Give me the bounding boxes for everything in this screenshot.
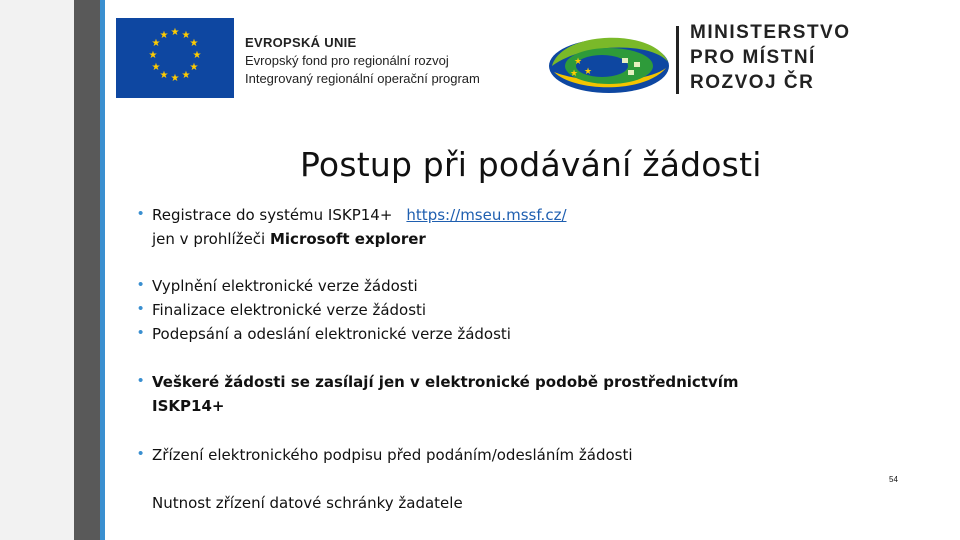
svg-text:★: ★ <box>181 30 191 41</box>
bullet-icon: • <box>138 372 144 389</box>
mmr-line-2: PRO MÍSTNÍ <box>690 47 816 68</box>
eu-line-1: EVROPSKÁ UNIE <box>245 35 357 50</box>
eu-line-3: Integrovaný regionální operační program <box>245 71 480 86</box>
browser-note-bold: Microsoft explorer <box>269 230 426 248</box>
page-number: 54 <box>889 475 898 484</box>
mmr-line-1: MINISTERSTVO <box>690 22 851 43</box>
svg-text:★: ★ <box>151 62 161 73</box>
list-item-sign-send: Podepsání a odeslání elektronické verze žádosti <box>152 325 511 343</box>
list-item-electronic-only-cont: ISKP14+ <box>152 397 225 415</box>
slide-title: Postup při podávání žádosti <box>300 145 762 184</box>
bullet-icon: • <box>138 205 144 222</box>
svg-text:★: ★ <box>170 73 180 84</box>
svg-text:★: ★ <box>189 62 199 73</box>
list-item-databox: Nutnost zřízení datové schránky žadatele <box>152 494 463 512</box>
svg-text:★: ★ <box>574 57 583 67</box>
registration-text: Registrace do systému ISKP14+ <box>152 206 393 224</box>
list-item-registration <box>152 206 567 224</box>
list-item-fill: Vyplnění elektronické verze žádosti <box>152 277 418 295</box>
svg-text:★: ★ <box>151 38 161 49</box>
svg-text:★: ★ <box>159 30 169 41</box>
bullet-icon: • <box>138 324 144 341</box>
eu-flag-logo <box>116 18 234 98</box>
list-item-browser-note <box>152 230 426 248</box>
svg-text:★: ★ <box>192 50 202 61</box>
bullet-icon: • <box>138 300 144 317</box>
svg-text:★: ★ <box>570 69 579 79</box>
svg-text:★: ★ <box>584 67 593 77</box>
svg-text:★: ★ <box>181 70 191 81</box>
mmr-logo <box>544 20 674 100</box>
eu-program-text <box>245 34 480 88</box>
logo-divider <box>676 26 679 94</box>
list-item-electronic-only: Veškeré žádosti se zasílají jen v elektronické podobě prostřednictvím <box>152 373 739 391</box>
ministry-name <box>690 20 851 95</box>
browser-note-prefix: jen v prohlížeči <box>152 230 270 248</box>
svg-text:★: ★ <box>148 50 158 61</box>
bullet-icon: • <box>138 276 144 293</box>
mmr-line-3: ROZVOJ ČR <box>690 72 815 93</box>
svg-text:★: ★ <box>159 70 169 81</box>
svg-text:★: ★ <box>170 27 180 38</box>
bullet-icon: • <box>138 445 144 462</box>
side-stripe <box>74 0 100 540</box>
list-item-finalize: Finalizace elektronické verze žádosti <box>152 301 427 319</box>
svg-text:★: ★ <box>189 38 199 49</box>
list-item-signature: Zřízení elektronického podpisu před podáním/odesláním žádosti <box>152 446 633 464</box>
side-accent-stripe <box>100 0 105 540</box>
eu-line-2: Evropský fond pro regionální rozvoj <box>245 53 449 68</box>
mseu-link[interactable]: https://mseu.mssf.cz/ <box>406 206 567 224</box>
